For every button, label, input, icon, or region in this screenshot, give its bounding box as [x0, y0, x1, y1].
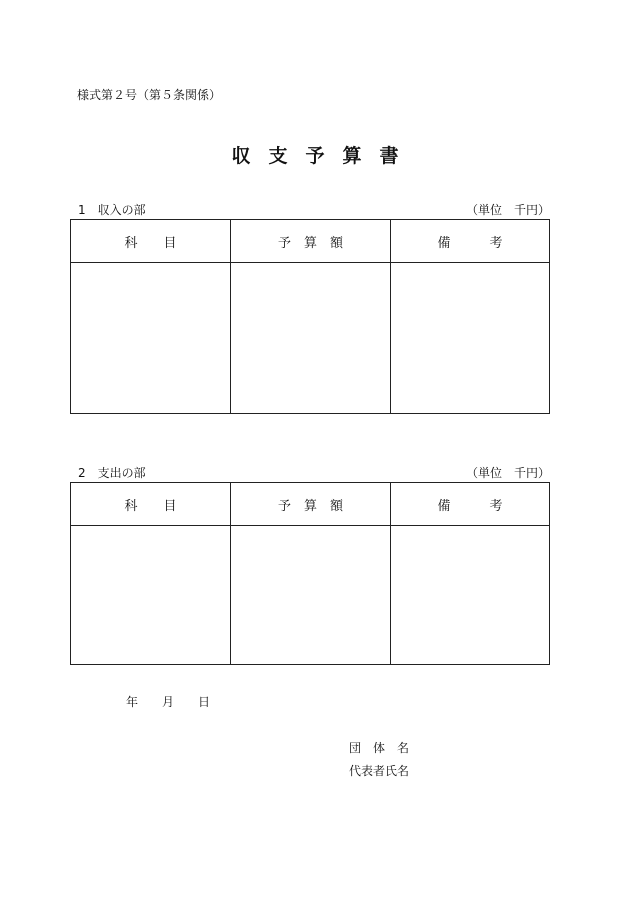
- income-table-header-row: [71, 220, 550, 263]
- income-unit-label: （単位 千円）: [465, 203, 550, 217]
- expense-header-item: [71, 483, 231, 526]
- expense-item-cell[interactable]: [71, 526, 231, 665]
- expense-section-heading: 2 支出の部: [78, 466, 146, 480]
- income-header-remarks: [391, 220, 550, 263]
- expense-header-budget-label: 予 算 額: [277, 498, 343, 514]
- income-table: [70, 219, 550, 414]
- table-row: [71, 526, 550, 665]
- income-budget-cell[interactable]: [231, 263, 391, 414]
- expense-table: [70, 482, 550, 665]
- date-line: 年 月 日: [126, 695, 211, 709]
- expense-header-remarks: [391, 483, 550, 526]
- representative-name-label: 代表者氏名: [349, 764, 410, 778]
- table-row: [71, 263, 550, 414]
- expense-budget-cell[interactable]: [231, 526, 391, 665]
- organization-name-label: 団 体 名: [349, 741, 410, 755]
- expense-header-item-label: 科 目: [124, 498, 177, 514]
- expense-header-remarks-label: 備 考: [437, 498, 503, 514]
- income-remarks-cell[interactable]: [391, 263, 550, 414]
- income-item-cell[interactable]: [71, 263, 231, 414]
- expense-table-header-row: [71, 483, 550, 526]
- document-title: 収支予算書: [231, 145, 417, 167]
- income-header-budget: [231, 220, 391, 263]
- income-header-item-label: 科 目: [124, 235, 177, 251]
- income-header-budget-label: 予 算 額: [277, 235, 343, 251]
- income-header-remarks-label: 備 考: [437, 235, 503, 251]
- income-section-heading: 1 収入の部: [78, 203, 146, 217]
- income-header-item: [71, 220, 231, 263]
- expense-unit-label: （単位 千円）: [465, 466, 550, 480]
- form-number: 様式第２号（第５条関係）: [77, 88, 222, 102]
- expense-remarks-cell[interactable]: [391, 526, 550, 665]
- expense-header-budget: [231, 483, 391, 526]
